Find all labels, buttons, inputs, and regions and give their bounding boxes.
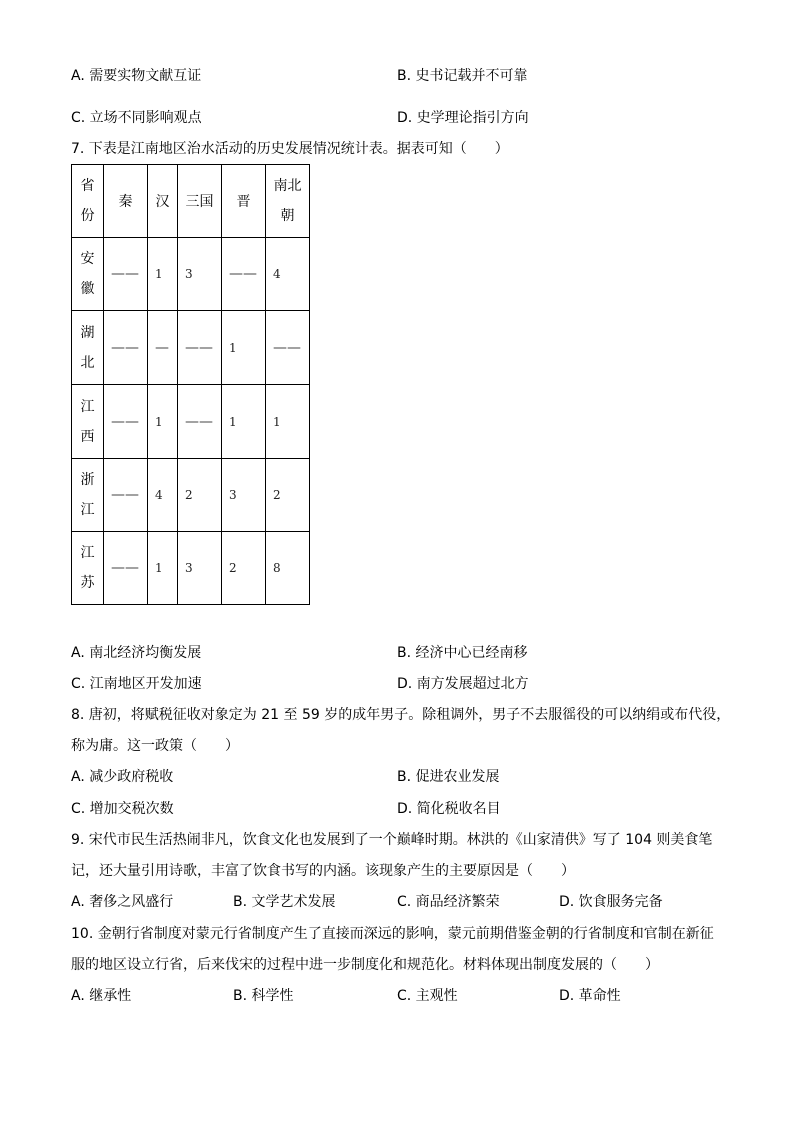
table-header-row [72,165,310,238]
table-cell: —— [178,311,222,385]
q6-option-d: D. 史学理论指引方向 [397,110,529,126]
table-cell: 3 [178,238,222,311]
province-label: 安徽 [80,251,95,297]
header-cell-sanguo: 三国 [178,165,222,238]
q10-option-b: B. 科学性 [233,988,294,1004]
q10-stem-line1: 10. 金朝行省制度对蒙元行省制度产生了直接而深远的影响，蒙元前期借鉴金朝的行省制度和官制在新征 [71,926,714,942]
table-cell: 1 [148,532,178,605]
q10-option-d: D. 革命性 [559,988,621,1004]
table-cell: 4 [148,459,178,532]
province-label: 湖北 [80,324,95,371]
q9-option-c: C. 商品经济繁荣 [397,894,500,910]
q8-option-b: B. 促进农业发展 [397,769,500,785]
table-cell: —— [104,532,148,605]
header-cell-jin: 晋 [222,165,266,238]
table-row [72,311,310,385]
q8-option-c: C. 增加交税次数 [71,801,174,817]
table-cell: —— [104,238,148,311]
q9-option-a: A. 奢侈之风盛行 [71,894,174,910]
table-cell: 4 [266,238,310,311]
province-cell [72,459,104,532]
table-cell: 2 [178,459,222,532]
province-cell [72,532,104,605]
q6-option-a: A. 需要实物文献互证 [71,68,202,84]
q8-stem-line1: 8. 唐初，将赋税征收对象定为 21 至 59 岁的成年男子。除租调外，男子不去服徭役的可以纳绢或布代役， [71,707,731,723]
table-cell: 3 [222,459,266,532]
header-nanbeichao-label: 南北朝 [273,178,302,224]
table-cell: 3 [178,532,222,605]
q10-stem-line2: 服的地区设立行省，后来伐宋的过程中进一步制度化和规范化。材料体现出制度发展的（ ） [71,957,659,973]
q7-statistics-table [71,164,310,605]
table-cell: 2 [222,532,266,605]
q10-option-c: C. 主观性 [397,988,458,1004]
table-cell: —— [104,385,148,459]
table-cell: —— [222,238,266,311]
table-cell: —— [266,311,310,385]
table-cell: —— [104,459,148,532]
table-row [72,385,310,459]
table-row [72,459,310,532]
q7-option-c: C. 江南地区开发加速 [71,676,202,692]
table-cell: — [148,311,178,385]
q9-stem-line2: 记，还大量引用诗歌，丰富了饮食书写的内涵。该现象产生的主要原因是（ ） [71,863,575,879]
table-cell: 1 [266,385,310,459]
table-cell: 1 [222,311,266,385]
header-cell-province [72,165,104,238]
table-cell: —— [104,311,148,385]
header-province-label: 省份 [80,178,95,224]
table-cell: 8 [266,532,310,605]
province-label: 江苏 [80,545,95,591]
province-cell [72,311,104,385]
q8-stem-line2: 称为庸。这一政策（ ） [71,738,239,754]
q8-option-a: A. 减少政府税收 [71,769,174,785]
province-cell [72,385,104,459]
q9-option-d: D. 饮食服务完备 [559,894,663,910]
province-label: 浙江 [80,472,95,518]
header-cell-qin: 秦 [104,165,148,238]
q9-stem-line1: 9. 宋代市民生活热闹非凡，饮食文化也发展到了一个巅峰时期。林洪的《山家清供》写了 104 则美食笔 [71,832,713,848]
province-label: 江西 [80,398,95,445]
table-row [72,238,310,311]
q7-option-b: B. 经济中心已经南移 [397,645,528,661]
table-cell: 1 [148,385,178,459]
province-cell [72,238,104,311]
header-cell-nanbeichao [266,165,310,238]
q7-stem: 7. 下表是江南地区治水活动的历史发展情况统计表。据表可知（ ） [71,141,509,157]
q8-option-d: D. 简化税收名目 [397,801,501,817]
table-cell: 1 [222,385,266,459]
table-row [72,532,310,605]
q6-option-b: B. 史书记载并不可靠 [397,68,528,84]
q9-option-b: B. 文学艺术发展 [233,894,336,910]
q7-option-a: A. 南北经济均衡发展 [71,645,202,661]
table-cell: —— [178,385,222,459]
table-cell: 2 [266,459,310,532]
header-cell-han: 汉 [148,165,178,238]
q7-option-d: D. 南方发展超过北方 [397,676,529,692]
table-cell: 1 [148,238,178,311]
q10-option-a: A. 继承性 [71,988,132,1004]
q6-option-c: C. 立场不同影响观点 [71,110,202,126]
